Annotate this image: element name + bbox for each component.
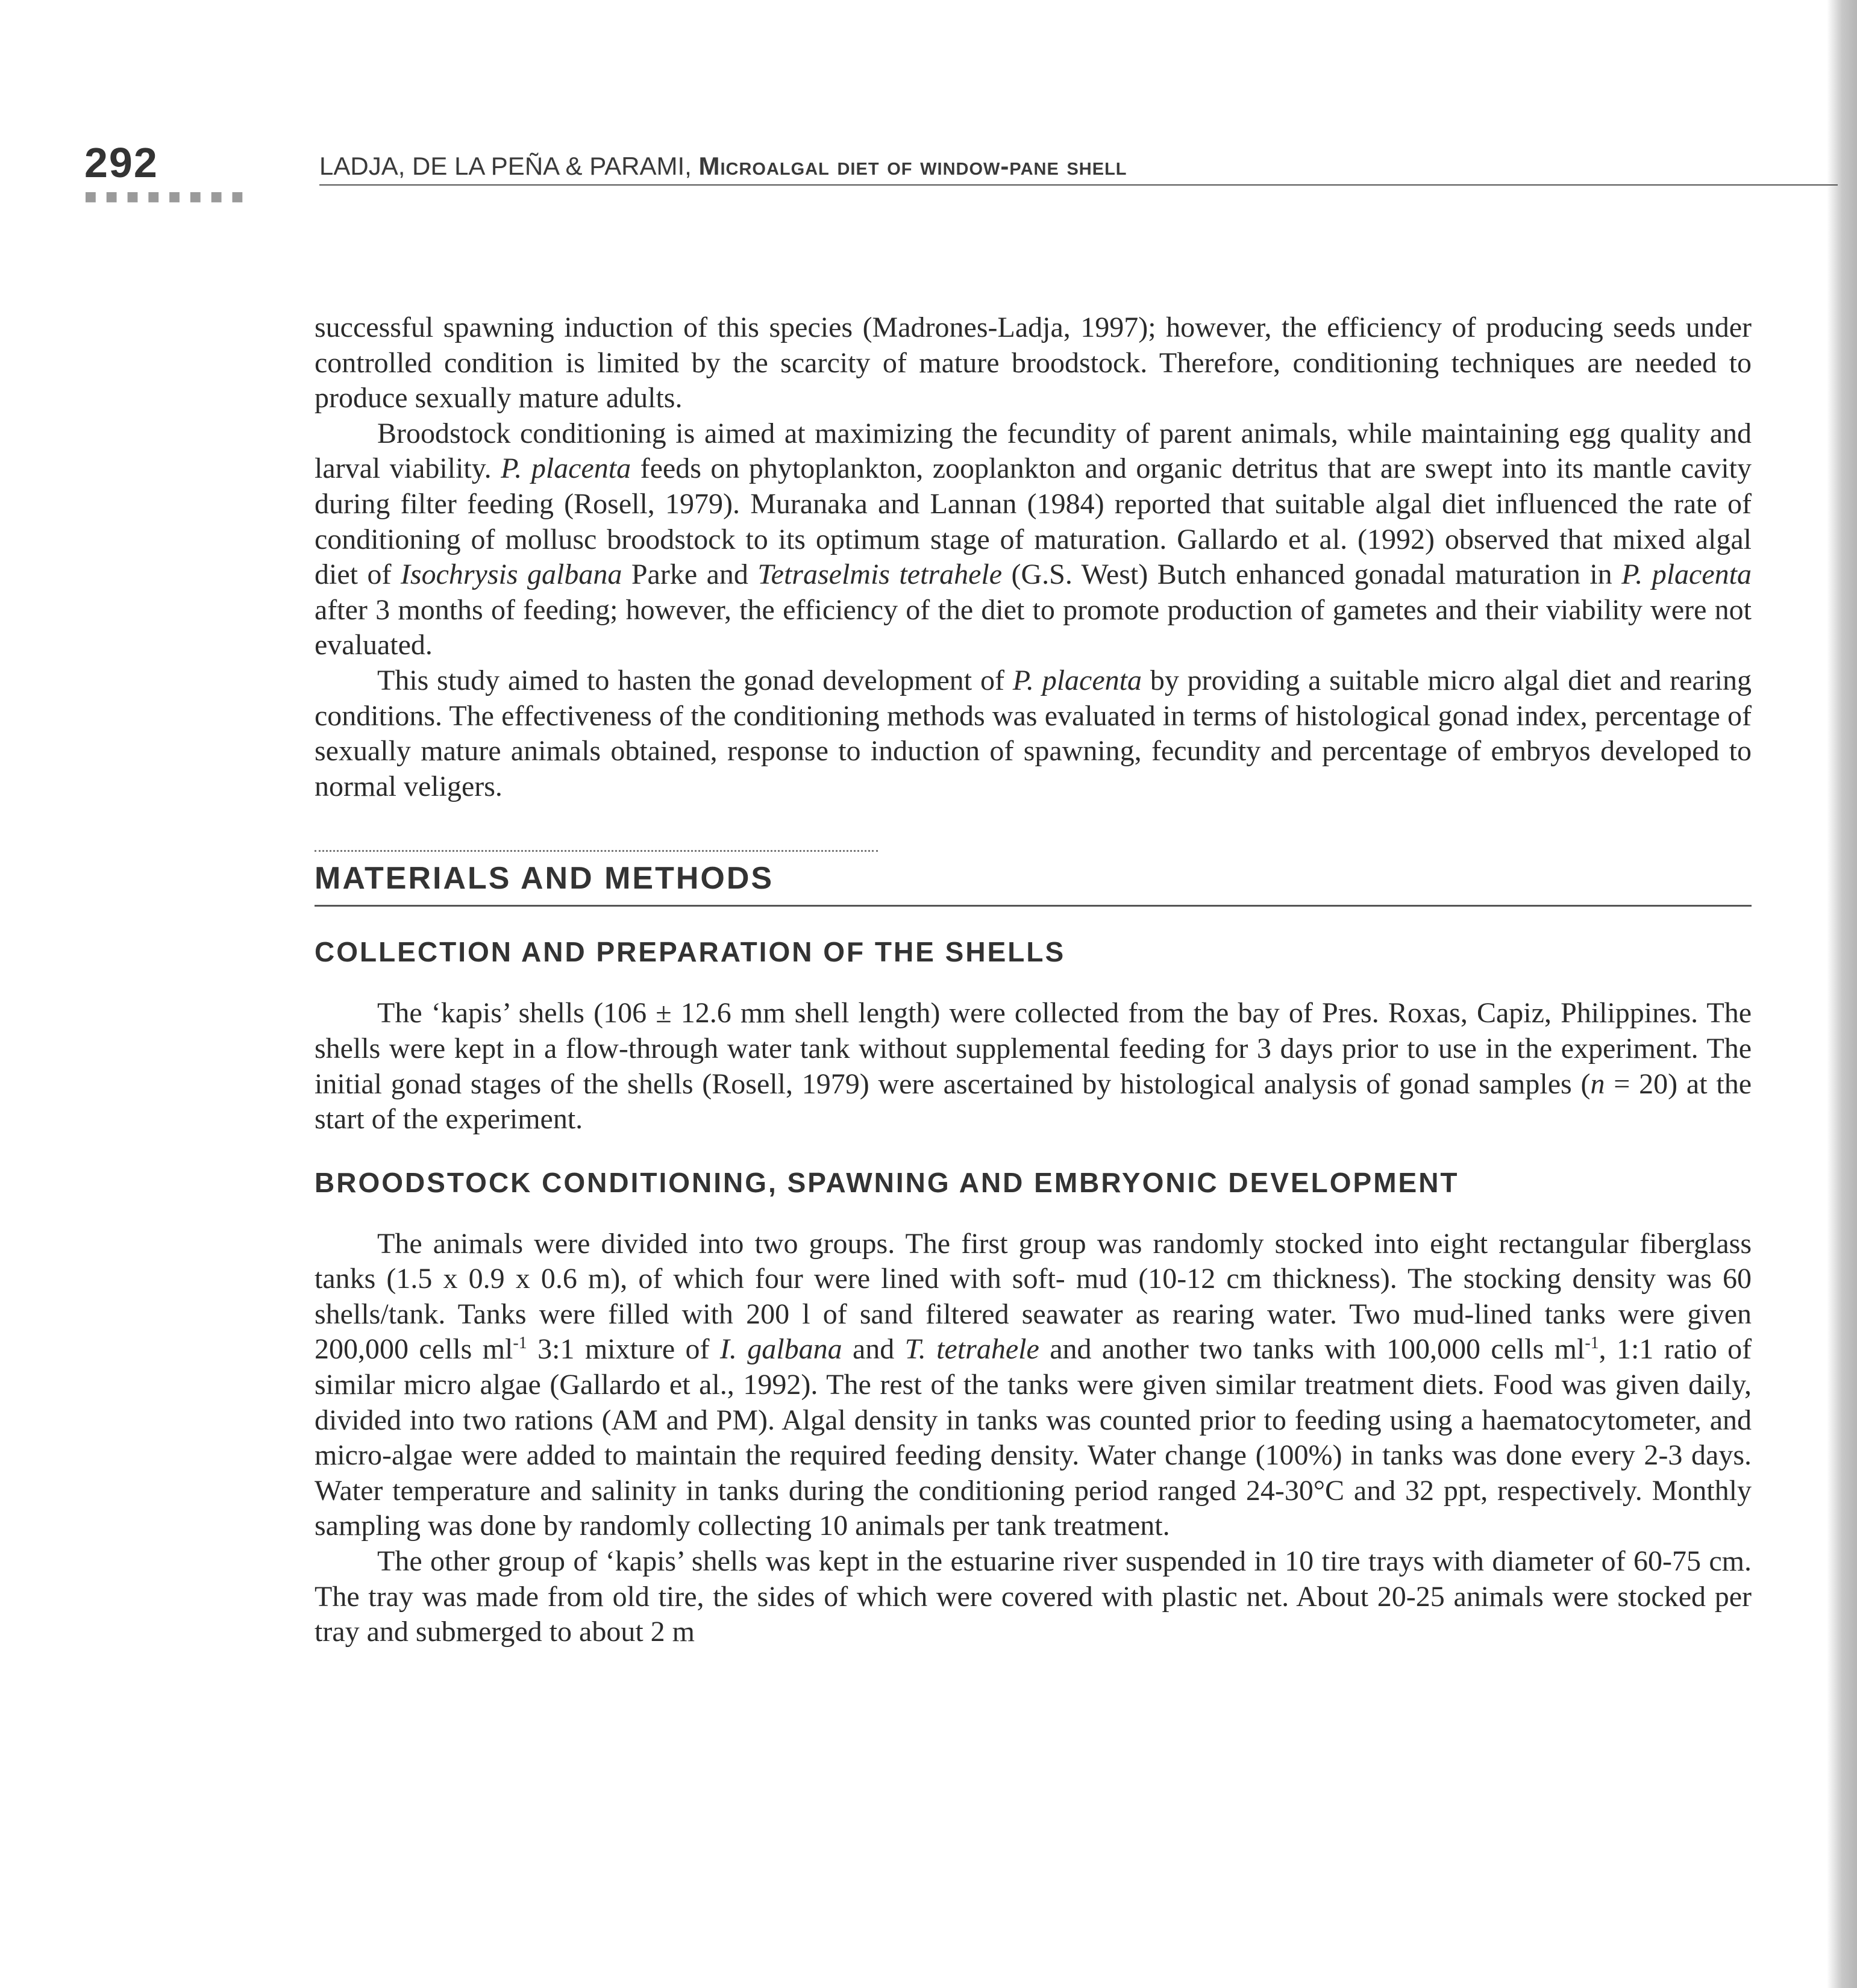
sample-size-symbol: n bbox=[1590, 1067, 1605, 1100]
intro-p3-text-a: This study aimed to hasten the gonad development of bbox=[377, 664, 1004, 696]
broodstock-text-e: , 1:1 ratio of similar micro algae (Gallardo et al., 1992). The rest of the tanks were given similar treatment diets. Food was given daily, divided into two rations (AM and PM). Algal density in tanks was counted prior to feeding using a haematocytometer, and micro-algae were added to maintain the required feeding density. Water change (100%) in tanks was done every 2-3 days. Water temperature and salinity in tanks during the conditioning period ranged 24-30°C and 32 ppt, respectively. Monthly sampling was done by randomly collecting 10 animals per tank treatment. bbox=[315, 1333, 1752, 1542]
page-number-dots: ■■■■■■■■ bbox=[84, 189, 252, 204]
collection-paragraph bbox=[315, 996, 1752, 1137]
intro-p2-text-e: after 3 months of feeding; however, the efficiency of the diet to promote production of gametes and their viability were not evaluated. bbox=[315, 593, 1752, 661]
broodstock-text-c: and bbox=[852, 1333, 895, 1366]
intro-p2-text-b: feeds on phytoplankton, zooplankton and organic detritus that are swept into its mantle cavity during filter feeding (Rosell, 1979). Muranaka and Lannan (1984) reported that suitable algal diet influenced the rate of conditioning of mollusc broodstock to its optimum stage of maturation. Gallardo et al. (1992) observed that mixed algal diet of bbox=[315, 452, 1752, 591]
superscript: -1 bbox=[513, 1334, 527, 1353]
species-name: Tetraselmis tetrahele bbox=[757, 558, 1003, 591]
species-name: P. placenta bbox=[1012, 664, 1142, 696]
section-heading: MATERIALS AND METHODS bbox=[315, 860, 1752, 907]
header-rule bbox=[319, 184, 1838, 186]
broodstock-text-b: 3:1 mixture of bbox=[537, 1333, 710, 1366]
running-head bbox=[319, 152, 1127, 181]
intro-p2-text-a: Broodstock conditioning is aimed at maximizing the fecundity of parent animals, while maintaining egg quality and larval viability. bbox=[315, 417, 1752, 485]
superscript: -1 bbox=[1585, 1334, 1599, 1353]
species-name: T. tetrahele bbox=[904, 1333, 1039, 1366]
section-dotted-rule bbox=[315, 850, 878, 857]
running-head-authors: LADJA, DE LA PEÑA & PARAMI, bbox=[319, 152, 692, 180]
subsection-heading-collection: COLLECTION AND PREPARATION OF THE SHELLS bbox=[315, 936, 1066, 968]
intro-paragraph-1: successful spawning induction of this species (Madrones-Ladja, 1997); however, the efficiency of producing seeds under controlled condition is limited by the scarcity of mature broodstock. Therefore, conditioning techniques are needed to produce sexually mature adults. bbox=[315, 311, 1752, 414]
species-name: Isochrysis galbana bbox=[400, 558, 622, 591]
section-materials-methods bbox=[315, 850, 1752, 907]
article-body bbox=[315, 310, 1752, 1650]
broodstock-paragraph-2: The other group of ‘kapis’ shells was kept in the estuarine river suspended in 10 tire trays with diameter of 60-75 cm. The tray was made from old tire, the sides of which were covered with plastic net. About 20-25 animals were stocked per tray and submerged to about 2 m bbox=[315, 1545, 1752, 1648]
intro-paragraph-3 bbox=[315, 663, 1752, 804]
collection-text-b: = 20) at the start of the experiment. bbox=[315, 1067, 1752, 1136]
broodstock-text-a: The animals were divided into two groups. The first group was randomly stocked into eight rectangular fiberglass tanks (1.5 x 0.9 x 0.6 m), of which four were lined with soft- mud (10-12 cm thickness). The stocking density was 60 shells/tank. Tanks were filled with 200 l of sand filtered seawater as rearing water. Two mud-lined tanks were given 200,000 cells ml bbox=[315, 1227, 1752, 1366]
species-name: P. placenta bbox=[1621, 558, 1752, 591]
broodstock-paragraph-1 bbox=[315, 1227, 1752, 1544]
subsection-heading-broodstock: BROODSTOCK CONDITIONING, SPAWNING AND EMBRYONIC DEVELOPMENT bbox=[315, 1166, 1459, 1198]
broodstock-text-d: and another two tanks with 100,000 cells ml bbox=[1050, 1333, 1585, 1366]
page-number: 292 bbox=[84, 139, 158, 186]
intro-p2-text-d: (G.S. West) Butch enhanced gonadal maturation in bbox=[1011, 558, 1612, 591]
collection-text-a: The ‘kapis’ shells (106 ± 12.6 mm shell length) were collected from the bay of Pres. Roxas, Capiz, Philippines. The shells were kept in a flow-through water tank without supplemental feeding for 3 days prior to use in the experiment. The initial gonad stages of the shells (Rosell, 1979) were ascertained by histological analysis of gonad samples ( bbox=[315, 997, 1752, 1100]
scan-edge-shadow bbox=[1827, 0, 1857, 1988]
species-name: I. galbana bbox=[719, 1333, 842, 1366]
intro-paragraph-2 bbox=[315, 416, 1752, 663]
species-name: P. placenta bbox=[501, 452, 631, 485]
intro-p3-text-b: by providing a suitable micro algal diet and rearing conditions. The effectiveness of the conditioning methods was evaluated in terms of histological gonad index, percentage of sexually mature animals obtained, response to induction of spawning, fecundity and percentage of embryos developed to normal veligers. bbox=[315, 664, 1752, 802]
running-head-title: Microalgal diet of window-pane shell bbox=[698, 152, 1127, 180]
page-header bbox=[84, 139, 1753, 205]
intro-p2-text-c: Parke and bbox=[631, 558, 748, 591]
